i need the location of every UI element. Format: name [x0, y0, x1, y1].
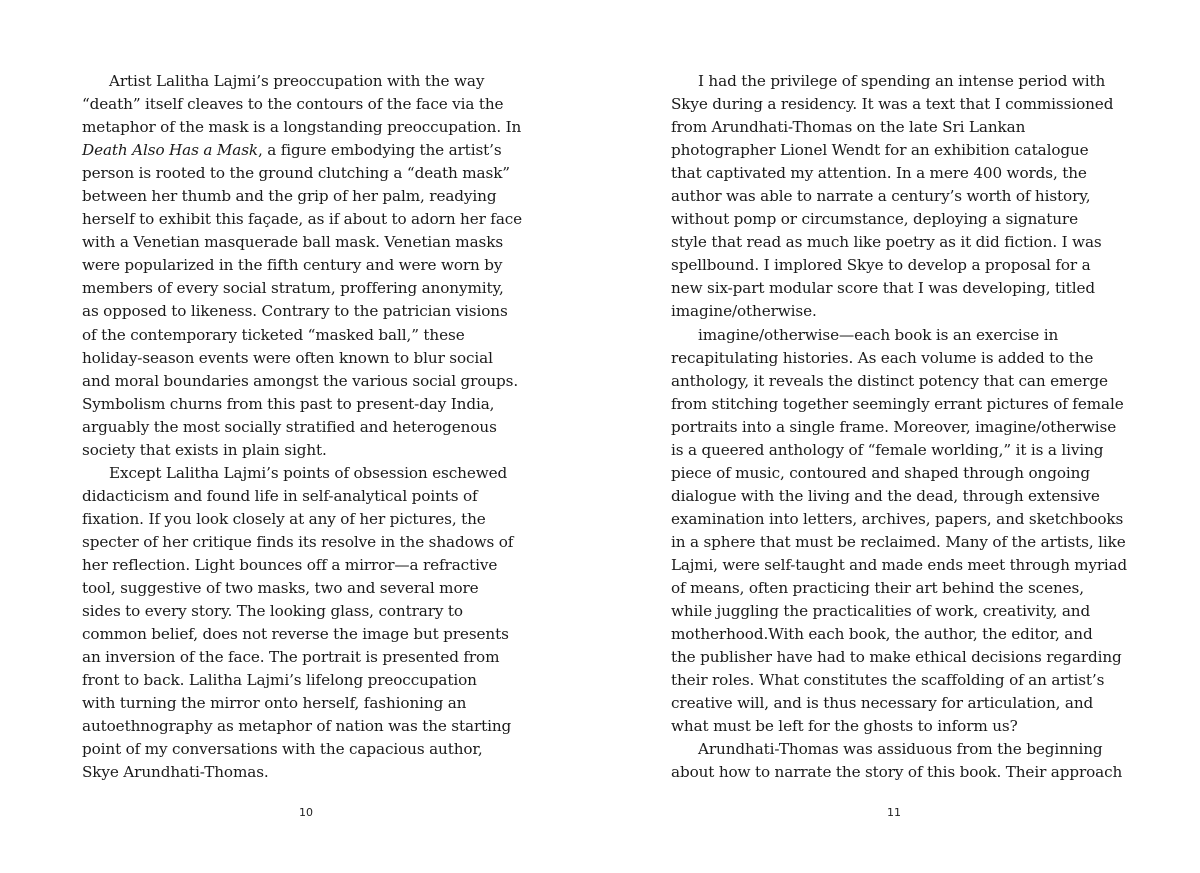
text-line: and moral boundaries amongst the various social groups.: [82, 371, 519, 390]
text-line: metaphor of the mask is a longstanding preoccupation. In: [82, 118, 522, 137]
text-line: an inversion of the face. The portrait is presented from: [82, 648, 500, 667]
text-line: tool, suggestive of two masks, two and several more: [82, 579, 479, 598]
text-line-with-title: [82, 139, 528, 162]
right-page-text: [671, 70, 1127, 790]
page-number-left: 10: [299, 806, 313, 819]
text-line: were popularized in the fifth century and were worn by: [82, 256, 503, 275]
text-line: front to back. Lalitha Lajmi’s lifelong preoccupation: [82, 671, 477, 690]
text-line: from stitching together seemingly errant pictures of female: [671, 394, 1124, 413]
text-line: recapitulating histories. As each volume is added to the: [671, 348, 1094, 367]
text-line: the publisher have had to make ethical decisions regarding: [671, 648, 1122, 667]
text-line: specter of her critique finds its resolve in the shadows of: [82, 532, 514, 551]
text-line: with turning the mirror onto herself, fashioning an: [82, 694, 467, 713]
text-line: Skye Arundhati-Thomas.: [82, 763, 269, 782]
text-line: of the contemporary ticketed “masked ball,” these: [82, 325, 465, 344]
text-line: “death” itself cleaves to the contours of the face via the: [82, 95, 504, 114]
text-line: creative will, and is thus necessary for articulation, and: [671, 694, 1094, 713]
text-line: didacticism and found life in self-analytical points of: [82, 486, 478, 505]
text-line: author was able to narrate a century’s worth of history,: [671, 187, 1091, 206]
text-line: autoethnography as metaphor of nation was the starting: [82, 717, 512, 736]
text-line: her reflection. Light bounces off a mirror—a refractive: [82, 555, 498, 574]
text-line: new six-part modular score that I was developing, titled: [671, 279, 1096, 298]
text-line: spellbound. I implored Skye to develop a proposal for a: [671, 256, 1091, 275]
text-line: Lajmi, were self-taught and made ends meet through myriad: [671, 555, 1128, 574]
text-line: fixation. If you look closely at any of her pictures, the: [82, 509, 486, 528]
text-line: sides to every story. The looking glass, contrary to: [82, 602, 463, 621]
text-line: common belief, does not reverse the image but presents: [82, 625, 509, 644]
text-line: what must be left for the ghosts to inform us?: [671, 717, 1018, 736]
text-line: as opposed to likeness. Contrary to the patrician visions: [82, 302, 508, 321]
text-line: Except Lalitha Lajmi’s points of obsession eschewed: [109, 463, 508, 482]
text-line: about how to narrate the story of this book. Their approach: [671, 763, 1123, 782]
text-line: Arundhati-Thomas was assiduous from the beginning: [698, 740, 1103, 759]
text-line-rest: , a figure embodying the artist’s: [258, 141, 502, 160]
left-page-text: [82, 70, 528, 790]
text-line: society that exists in plain sight.: [82, 440, 327, 459]
text-line: I had the privilege of spending an intense period with: [698, 72, 1106, 90]
text-line: herself to exhibit this façade, as if about to adorn her face: [82, 210, 523, 229]
text-line: is a queered anthology of “female worlding,” it is a living: [671, 440, 1104, 459]
text-line: Skye during a residency. It was a text that I commissioned: [671, 95, 1114, 114]
text-line: anthology, it reveals the distinct potency that can emerge: [671, 371, 1108, 390]
text-line: style that read as much like poetry as it did fiction. I was: [671, 233, 1102, 252]
text-line: between her thumb and the grip of her palm, readying: [82, 187, 497, 206]
text-line: photographer Lionel Wendt for an exhibition catalogue: [671, 141, 1089, 160]
text-line: Artist Lalitha Lajmi’s preoccupation with the way: [109, 72, 485, 90]
text-line: imagine/otherwise—each book is an exercise in: [698, 325, 1059, 344]
artwork-title: Death Also Has a Mask: [82, 141, 259, 160]
text-line: point of my conversations with the capacious author,: [82, 740, 483, 759]
text-line: examination into letters, archives, papers, and sketchbooks: [671, 509, 1124, 528]
text-line: arguably the most socially stratified and heterogenous: [82, 417, 497, 436]
text-line: their roles. What constitutes the scaffolding of an artist’s: [671, 671, 1105, 690]
text-line: portraits into a single frame. Moreover, imagine/otherwise: [671, 417, 1117, 436]
text-line: Symbolism churns from this past to present-day India,: [82, 394, 495, 413]
text-line: holiday-season events were often known to blur social: [82, 348, 493, 367]
text-line: from Arundhati-Thomas on the late Sri Lankan: [671, 118, 1026, 137]
text-line: members of every social stratum, proffering anonymity,: [82, 279, 504, 298]
text-line: with a Venetian masquerade ball mask. Venetian masks: [82, 233, 504, 252]
text-line: piece of music, contoured and shaped through ongoing: [671, 463, 1090, 482]
text-line: dialogue with the living and the dead, through extensive: [671, 486, 1100, 505]
text-line: imagine/otherwise.: [671, 302, 817, 321]
text-line: of means, often practicing their art behind the scenes,: [671, 579, 1084, 598]
text-line: that captivated my attention. In a mere 400 words, the: [671, 164, 1087, 183]
text-line: in a sphere that must be reclaimed. Many of the artists, like: [671, 532, 1126, 551]
text-line: person is rooted to the ground clutching a “death mask”: [82, 164, 510, 183]
text-line: while juggling the practicalities of work, creativity, and: [671, 602, 1091, 621]
page-number-right: 11: [887, 806, 901, 819]
text-line: without pomp or circumstance, deploying a signature: [671, 210, 1078, 229]
text-line: motherhood.With each book, the author, the editor, and: [671, 625, 1093, 644]
